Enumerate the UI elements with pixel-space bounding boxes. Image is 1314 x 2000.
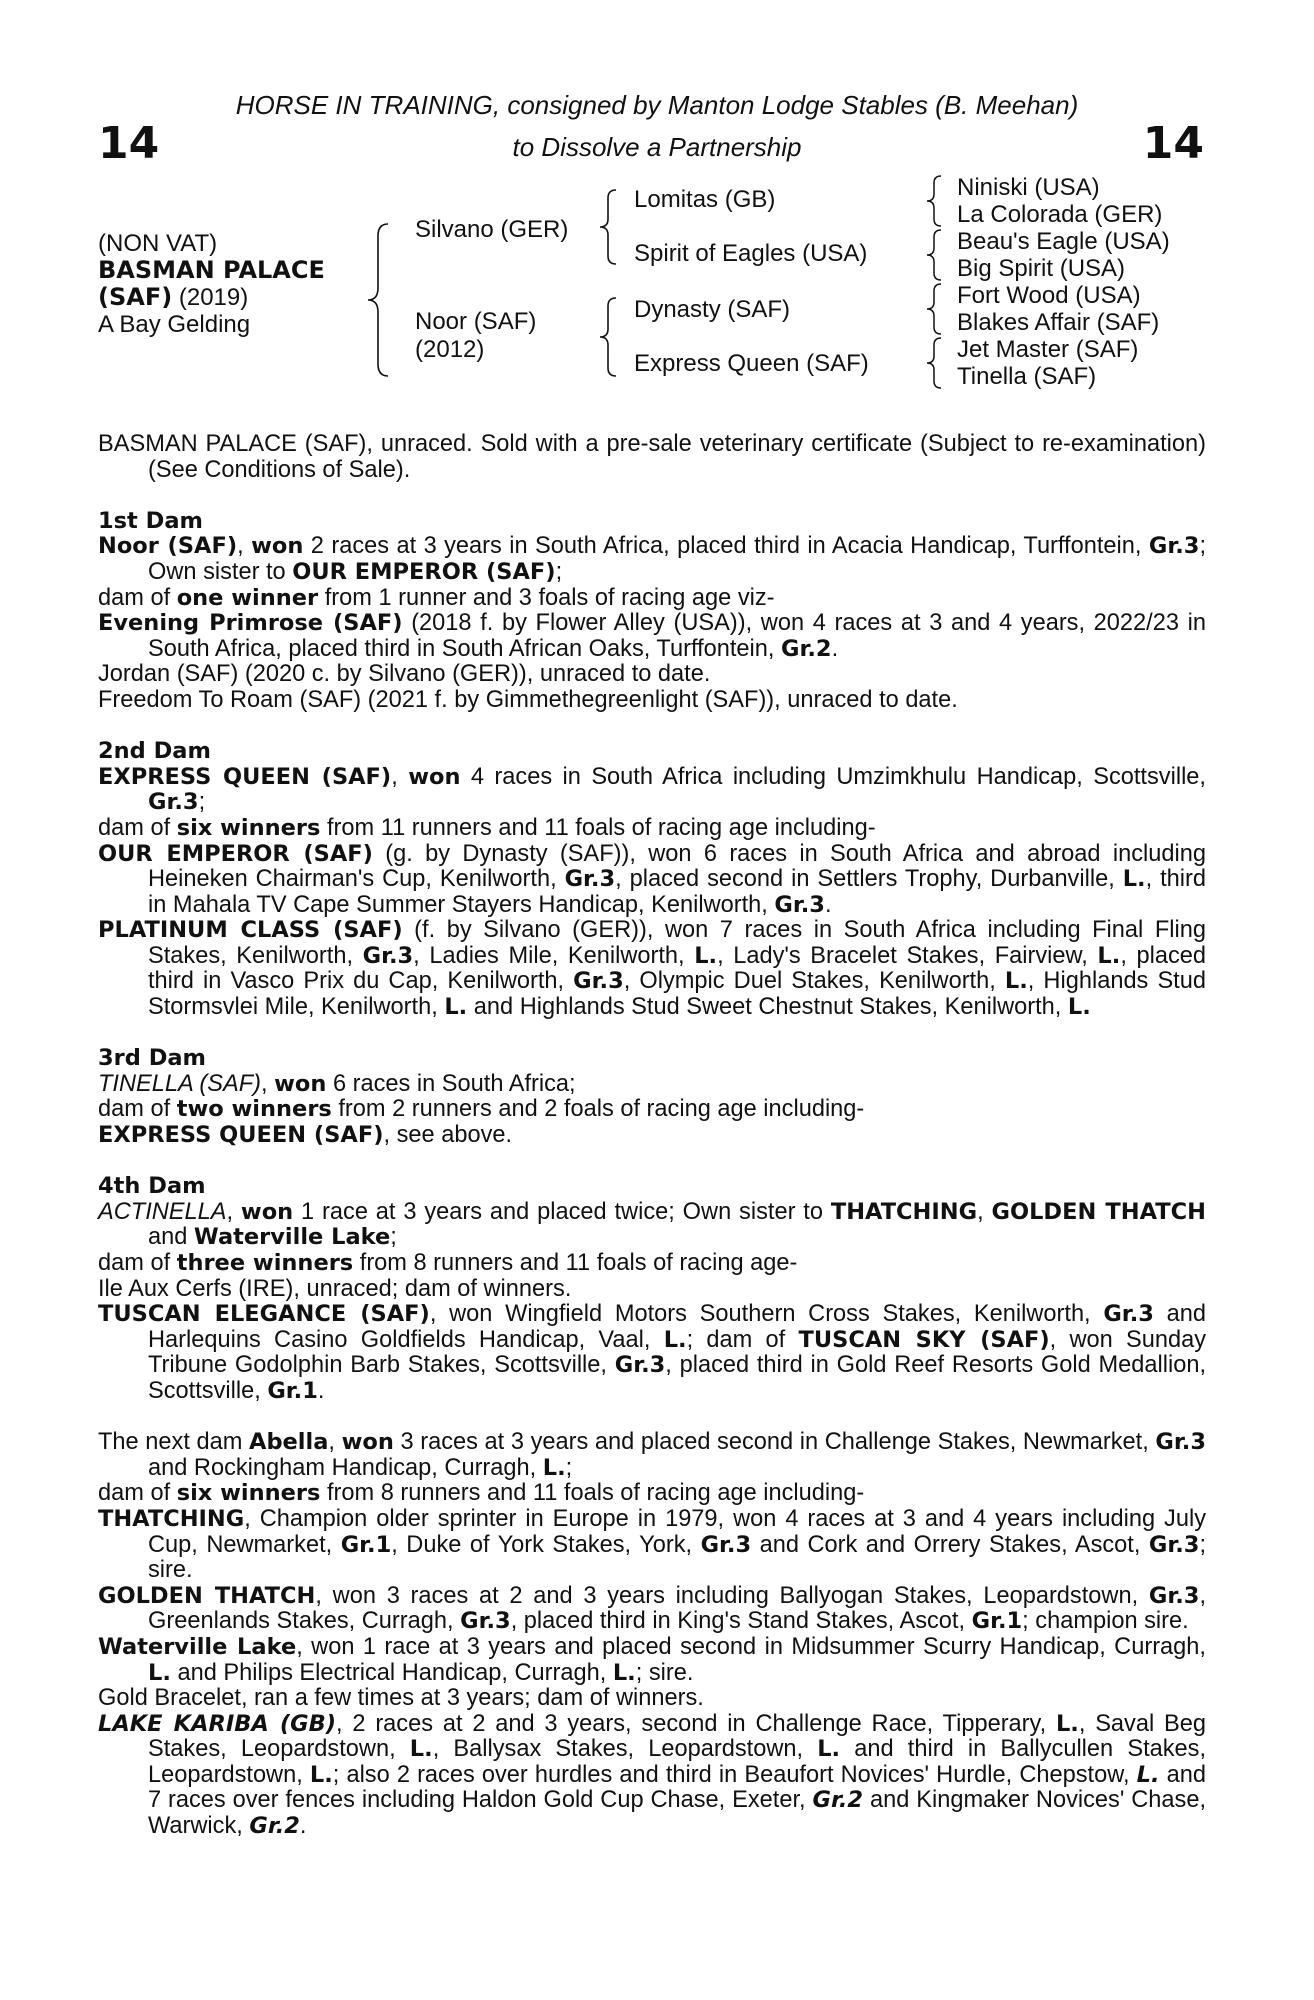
third-dam-produce-summary: dam of two winners from 2 runners and 2 foals of racing age including- (98, 1096, 865, 1123)
produce-entry: GOLDEN THATCH, won 3 races at 2 and 3 years including Ballyogan Stakes, Leopardstown, Gr.3, Greenlands Stakes, Curragh, Gr.3, placed third in King's Stand Stakes, Ascot, Gr.1; champion sire. (98, 1582, 1206, 1635)
sire: Silvano (GER) (415, 216, 569, 243)
sire-dam: Spirit of Eagles (USA) (634, 240, 868, 267)
horse-year: (2019) (172, 284, 249, 311)
produce-entry: PLATINUM CLASS (SAF) (f. by Silvano (GER)), won 7 races in South Africa including Final Fling Stakes, Kenilworth, Gr.3, Ladies Mile, Kenilworth, L., Lady's Bracelet Stakes, Fairview, L., placed third in Vasco Prix du Cap, Kenilworth, Gr.3, Olympic Duel Stakes, Kenilworth, L., Highlands Stud Stormsvlei Mile, Kenilworth, L. and Highlands Stud Sweet Chestnut Stakes, Kenilworth, L. (98, 917, 1206, 1021)
header-line-1: HORSE IN TRAINING, consigned by Manton Lodge Stables (B. Meehan) (235, 90, 1079, 120)
vat-status: (NON VAT) (98, 230, 218, 257)
g3-brace-1 (925, 174, 947, 228)
intro-paragraph: BASMAN PALACE (SAF), unraced. Sold with a pre-sale veterinary certificate (Subject to re-examination) (See Conditions of Sale). (98, 431, 1206, 483)
g3-brace-4 (925, 336, 947, 390)
horse-name: BASMAN PALACE (98, 256, 325, 284)
dam-dam: Express Queen (SAF) (634, 350, 869, 377)
next-dam-produce-summary: dam of six winners from 8 runners and 11 foals of racing age including- (98, 1480, 865, 1507)
page-header (0, 84, 1314, 168)
horse-suffix: (SAF) (98, 283, 173, 311)
dam-brace (598, 296, 622, 378)
dam-sire: Dynasty (SAF) (634, 296, 791, 323)
first-dam-entry: Noor (SAF), won 2 races at 3 years in South Africa, placed third in Acacia Handicap, Turffontein, Gr.3; Own sister to OUR EMPEROR (SAF); (98, 533, 1206, 585)
third-dam-entry: TINELLA (SAF), won 6 races in South Africa; (98, 1070, 576, 1097)
produce-entry: OUR EMPEROR (SAF) (g. by Dynasty (SAF)), won 6 races in South Africa and abroad including Heineken Chairman's Cup, Kenilworth, Gr.3, placed second in Settlers Trophy, Durbanville, L., third in Mahala TV Cape Summer Stayers Handicap, Kenilworth, Gr.3. (98, 840, 1207, 918)
produce-entry: THATCHING, Champion older sprinter in Europe in 1979, won 4 races at 3 and 4 years including July Cup, Newmarket, Gr.1, Duke of York Stakes, York, Gr.3 and Cork and Orrery Stakes, Ascot, Gr.3; sire. (98, 1505, 1207, 1584)
sire-brace (598, 188, 622, 266)
produce-entry: TUSCAN ELEGANCE (SAF), won Wingfield Motors Southern Cross Stakes, Kenilworth, Gr.3 and Harlequins Casino Goldfields Handicap, Vaal, L.; dam of TUSCAN SKY (SAF), won Sunday Tribune Godolphin Barb Stakes, Scottsville, Gr.3, placed third in Gold Reef Resorts Gold Medallion, Scottsville, Gr.1. (98, 1301, 1207, 1404)
g3-ancestor: Niniski (USA) (957, 174, 1100, 201)
fourth-dam-produce-summary: dam of three winners from 8 runners and 11 foals of racing age- (98, 1250, 798, 1276)
second-dam-produce-summary: dam of six winners from 11 runners and 11 foals of racing age including- (98, 814, 876, 841)
produce-entry: Waterville Lake, won 1 race at 3 years and placed second in Midsummer Scurry Handicap, Curragh, L. and Philips Electrical Handicap, Curragh, L.; sire. (98, 1633, 1206, 1686)
section-heading-1st-dam: 1st Dam (98, 507, 203, 534)
produce-entry: EXPRESS QUEEN (SAF), see above. (98, 1122, 513, 1149)
section-heading-2nd-dam: 2nd Dam (98, 738, 211, 765)
dam: Noor (SAF) (415, 308, 537, 335)
g3-ancestor: Beau's Eagle (USA) (957, 228, 1170, 255)
g3-ancestor: Blakes Affair (SAF) (957, 309, 1160, 336)
fourth-dam-entry: ACTINELLA, won 1 race at 3 years and placed twice; Own sister to THATCHING, GOLDEN THATCH and Waterville Lake; (98, 1198, 1206, 1251)
produce-entry: LAKE KARIBA (GB), 2 races at 2 and 3 years, second in Challenge Race, Tipperary, L., Saval Beg Stakes, Leopardstown, L., Ballysax Stakes, Leopardstown, L. and third in Ballycullen Stakes, Leopardstown, L.; also 2 races over hurdles and third in Beaufort Novices' Hurdle, Chepstow, L. and 7 races over fences including Haldon Gold Cup Chase, Exeter, Gr.2 and Kingmaker Novices' Chase, Warwick, Gr.2. (98, 1710, 1207, 1840)
g3-brace-2 (925, 228, 947, 282)
g3-brace-3 (925, 282, 947, 336)
produce-entry: Gold Bracelet, ran a few times at 3 years; dam of winners. (98, 1685, 704, 1712)
horse-description: A Bay Gelding (98, 311, 251, 338)
section-heading-4th-dam: 4th Dam (98, 1173, 206, 1200)
header-line-2: to Dissolve a Partnership (512, 132, 802, 162)
g3-ancestor: La Colorada (GER) (957, 201, 1163, 228)
first-dam-produce-summary: dam of one winner from 1 runner and 3 foals of racing age viz- (98, 584, 775, 611)
produce-entry: Ile Aux Cerfs (IRE), unraced; dam of winners. (98, 1275, 572, 1302)
produce-entry: Evening Primrose (SAF) (2018 f. by Flower Alley (USA)), won 4 races at 3 and 4 years, 2022/23 in South Africa, placed third in South African Oaks, Turffontein, Gr.2. (98, 610, 1206, 662)
lot-number-right: 14 (1142, 118, 1204, 169)
g3-ancestor: Jet Master (SAF) (957, 336, 1139, 363)
produce-entry: Freedom To Roam (SAF) (2021 f. by Gimmethegreenlight (SAF)), unraced to date. (98, 686, 958, 713)
catalogue-body (98, 432, 1206, 1840)
horse-info (98, 230, 325, 338)
g3-ancestor: Big Spirit (USA) (957, 255, 1126, 282)
sire-sire: Lomitas (GB) (634, 186, 776, 213)
g3-ancestor: Tinella (SAF) (957, 363, 1097, 390)
sire-dam-brace (366, 222, 396, 378)
next-dam-entry: The next dam Abella, won 3 races at 3 years and placed second in Challenge Stakes, Newmarket, Gr.3 and Rockingham Handicap, Curragh, L.; (98, 1429, 1206, 1481)
produce-entry: Jordan (SAF) (2020 c. by Silvano (GER)), unraced to date. (98, 661, 711, 688)
lot-number-left: 14 (98, 118, 160, 169)
g3-ancestor: Fort Wood (USA) (957, 282, 1141, 309)
second-dam-entry: EXPRESS QUEEN (SAF), won 4 races in South Africa including Umzimkhulu Handicap, Scottsville, Gr.3; (98, 763, 1206, 816)
section-heading-3rd-dam: 3rd Dam (98, 1045, 206, 1072)
dam-year: (2012) (415, 336, 485, 363)
